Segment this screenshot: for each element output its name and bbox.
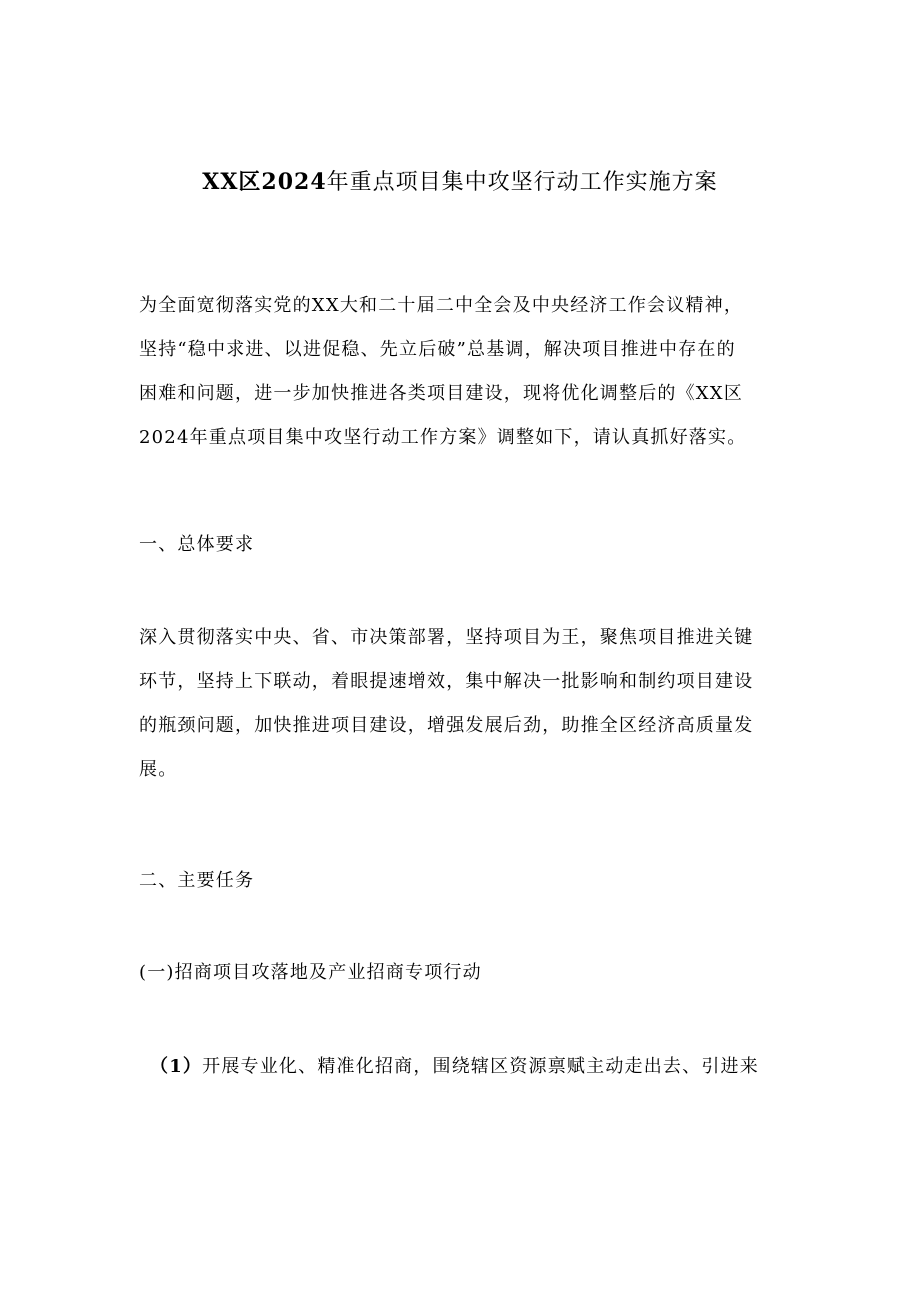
paragraph-line: 环节，坚持上下联动，着眼提速增效，集中解决一批影响和制约项目建设 [139,671,754,692]
document-title-bold: XX区2024 [202,169,327,195]
intro-line: 坚持“稳中求进、以进促稳、先立后破”总基调，解决项目推进中存在的 [139,339,736,360]
task-item-1 [150,1052,759,1082]
paragraph-line: 深入贯彻落实中央、省、市决策部署，坚持项目为王，聚焦项目推进关键 [139,627,754,648]
intro-line: 困难和问题，进一步加快推进各类项目建设，现将优化调整后的《XX区 [139,383,744,404]
task-item-number: （1） [150,1056,203,1077]
document-title [0,162,920,203]
section-heading-main-tasks: 二、主要任务 [139,870,255,891]
paragraph-line: 的瓶颈问题，加快推进项目建设，增强发展后劲，助推全区经济高质量发 [139,715,754,736]
paragraph-line: 展。 [139,759,178,780]
task-item-text: 开展专业化、精准化招商，围绕辖区资源禀赋主动走出去、引进来 [202,1056,759,1077]
intro-line: 为全面宽彻落实党的XX大和二十届二中全会及中央经济工作会议精神， [139,295,744,316]
subsection-heading-investment: (一)招商项目攻落地及产业招商专项行动 [139,962,482,983]
overall-requirements-paragraph [139,616,784,792]
section-heading-overall-requirements: 一、总体要求 [139,534,255,555]
intro-paragraph [139,284,784,460]
document-title-rest: 年重点项目集中攻坚行动工作实施方案 [326,170,718,195]
intro-line: 2024年重点项目集中攻坚行动工作方案》调整如下，请认真抓好落实。 [139,427,747,448]
